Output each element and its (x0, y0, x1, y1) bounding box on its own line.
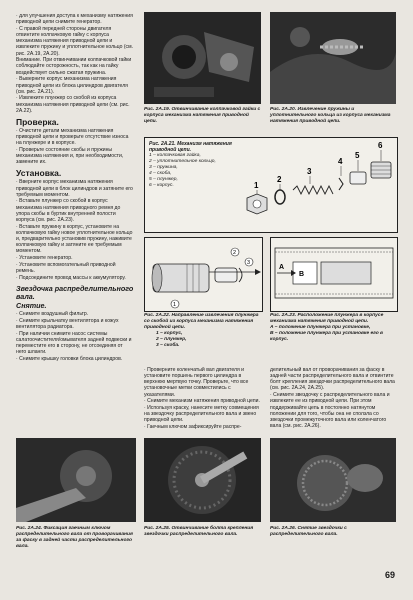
plunger-position-diagram (271, 238, 397, 311)
paragraph: 3 – пружина, (149, 165, 178, 170)
caption-fig-24: Рис. 2А.24. Фиксация гаечным ключом распределительного вала от проворачивания за фаску в задней части распределительного вала. (16, 526, 133, 549)
paragraph: · Установите вспомогательный приводной ремень. (16, 261, 116, 274)
engine-photo-image (144, 12, 261, 104)
engine-photo-image (270, 12, 396, 104)
paragraph: · При наличии снимите насос системы салатоочистителя/омывателя задней подвески и переместите его в сторону, не отсоединяя от него шланги. (16, 330, 132, 355)
caption-fig-20: Рис. 2А.20. Извлечение пружины и уплотнительного кольца из корпуса механизма натяжения приводной цепи. (270, 107, 391, 124)
plunger-removal-diagram (145, 238, 262, 311)
intro-steps (16, 13, 134, 114)
paragraph: · Используя краску, нанесите метку совмещения на звездочку распределительного вала и звено приводной цепи. (144, 405, 259, 424)
caption-fig-22 (144, 313, 261, 349)
callout-6: 6 (378, 141, 383, 150)
paragraph: B – положение плунжера при установке его в корпус. (270, 331, 384, 342)
paragraph: 6 – корпус. (149, 183, 174, 188)
paragraph: · Вставьте пружину в корпус, установите на колпачковую гайку новое уплотнительное кольцо и, предварительно установив пружину, наживите колпачковую гайку и затяните ее требуемым моментом. (16, 223, 133, 255)
engine-photo-image (144, 438, 261, 522)
paragraph: · Проверьте состояние скобы и пружины механизма натяжения и, при необходимости, замените их. (16, 146, 124, 166)
paragraph: · Выверните корпус механизма натяжения приводной цепи из блока цилиндров двигателя (см. рис. 2А.21). (16, 76, 128, 95)
engine-photo-image (16, 438, 136, 522)
paragraph: 1 – корпус, (156, 331, 183, 336)
photo-fig-24 (16, 438, 136, 522)
heading-sprocket: Звездочка распределительного вала. (16, 283, 134, 301)
paragraph: · Снимите звездочку с распределительного вала и извлеките ее из приводной цепи. При этом поддерживайте цепь в постоянно натянутом положении для того, чтобы она не сползла со звездочки промежуточного вала или коленчатого вала (см. рис. 2А.26). (270, 392, 390, 429)
paragraph: · Вверните корпус механизма натяжения приводной цепи в блок цилиндров и затяните его требуемым моментом. (16, 179, 133, 198)
paragraph: · Вставьте плунжер со скобой в корпус механизма натяжения приводного ремня до упора скобы в буртик внутренней полости корпуса (см. рис. 2А.23). (16, 198, 121, 223)
right-text-column (270, 367, 396, 430)
callout-1: 1 (173, 302, 177, 308)
fig21-title: Рис. 2А.21. Механизм натяжения приводной цепи. (149, 141, 232, 153)
left-text-column (16, 13, 134, 363)
paragraph: · Снимите механизм натяжения приводной цепи. (144, 398, 260, 405)
photo-fig-26 (270, 438, 396, 522)
caption-fig-19: Рис. 2А.19. Отвинчивание колпачковой гайки с корпуса механизма натяжения приводной цепи. (144, 107, 261, 124)
callout-5: 5 (355, 151, 360, 160)
fig22-caption-text: Рис. 2А.22. Направление извлечения плунжера со скобой из корпуса механизма натяжения приводной цепи. (144, 313, 259, 330)
heading-removal: Снятие. (16, 300, 47, 310)
paragraph: 3 – скоба. (156, 343, 180, 348)
install-steps (16, 179, 134, 280)
paragraph: 2 – плунжер, (156, 337, 187, 342)
fig22-items (144, 331, 261, 349)
paragraph: A – положение плунжера при установке, (270, 325, 371, 330)
callout-1: 1 (254, 181, 259, 190)
check-steps (16, 128, 134, 166)
callout-2: 2 (277, 175, 282, 184)
fig23-caption-text: Рис. 2А.23. Расположение плунжера в корпусе механизма натяжения приводной цепи. (270, 313, 384, 324)
paragraph: · Очистите детали механизма натяжения приводной цепи и проверьте отсутствие износа на плунжере и в корпусе. (16, 127, 129, 147)
paragraph: · для улучшения доступа к механизму натяжения приводной цепи снимите генератор. (16, 13, 133, 26)
label-a: A (279, 264, 285, 271)
fig23-items (270, 325, 396, 343)
engine-photo-image (270, 438, 396, 522)
figure-2a23-box (270, 237, 398, 312)
page-number: 69 (385, 570, 396, 580)
paragraph: · Снимите крышку головки блока цилиндров. (16, 355, 123, 362)
paragraph: · Гаечным ключом зафиксируйте распре- (144, 424, 242, 431)
paragraph: · Извлеките плунжер со скобой из корпуса механизма натяжения приводной цепи (см. рис. 2А.22). (16, 95, 130, 114)
callout-3: 3 (247, 260, 251, 266)
paragraph: 5 – плунжер, (149, 177, 178, 182)
caption-fig-23 (270, 313, 396, 343)
middle-text-column (144, 367, 261, 431)
paragraph: · Снимите воздушный фильтр. (16, 310, 89, 317)
figure-2a21-box (144, 137, 398, 233)
paragraph: · Установите генератор. (16, 255, 73, 262)
paragraph: 1 – колпачковая гайка, (149, 153, 201, 158)
photo-fig-19 (144, 12, 261, 104)
photo-fig-20 (270, 12, 396, 104)
photo-fig-25 (144, 438, 261, 522)
paragraph: 2 – уплотнительное кольцо, (149, 159, 216, 164)
paragraph: · Подсоедините провод массы к аккумулятору. (16, 274, 126, 281)
paragraph: 4 – скоба, (149, 171, 172, 176)
caption-fig-25: Рис. 2А.25. Отвинчивание болта крепления звездочки распределительного вала. (144, 526, 254, 537)
tensioner-exploded-diagram (145, 138, 397, 232)
heading-install: Установка. (16, 168, 62, 179)
callout-3: 3 (307, 167, 312, 176)
label-b: B (299, 271, 305, 278)
figure-2a22-box (144, 237, 263, 312)
removal-steps (16, 311, 134, 362)
paragraph: делительный вал от проворачивания за фаску в задней части распределительного вала и отвинтите болт крепления звездочки распределительного вала (см. рис. 2А.24, 2А.25). (270, 367, 395, 392)
callout-4: 4 (338, 157, 343, 166)
paragraph: Внимание. При отвинчивании колпачковой гайки соблюдайте осторожность, так как на гайку воздействует сильно сжатая пружина. (16, 57, 132, 76)
paragraph: · Проверните коленчатый вал двигателя и установите поршень первого цилиндра в верхнюю мертвую точку. Проверьте, что все установочные метки совместились с указателями. (144, 367, 249, 398)
callout-2: 2 (233, 250, 237, 256)
caption-fig-26: Рис. 2А.26. Снятие звездочки с распределительного вала. (270, 526, 347, 537)
heading-check: Проверка. (16, 116, 59, 127)
paragraph: · С правой передней стороны двигателя отвинтите колпачковую гайку с корпуса механизма натяжения приводной цепи и извлеките пружину и уплотнительное кольцо (см. рис. 2А.19, 2А.20). (16, 25, 134, 57)
paragraph: · Снимите крыльчатку вентилятора и кожух вентилятора радиатора. (16, 317, 119, 330)
